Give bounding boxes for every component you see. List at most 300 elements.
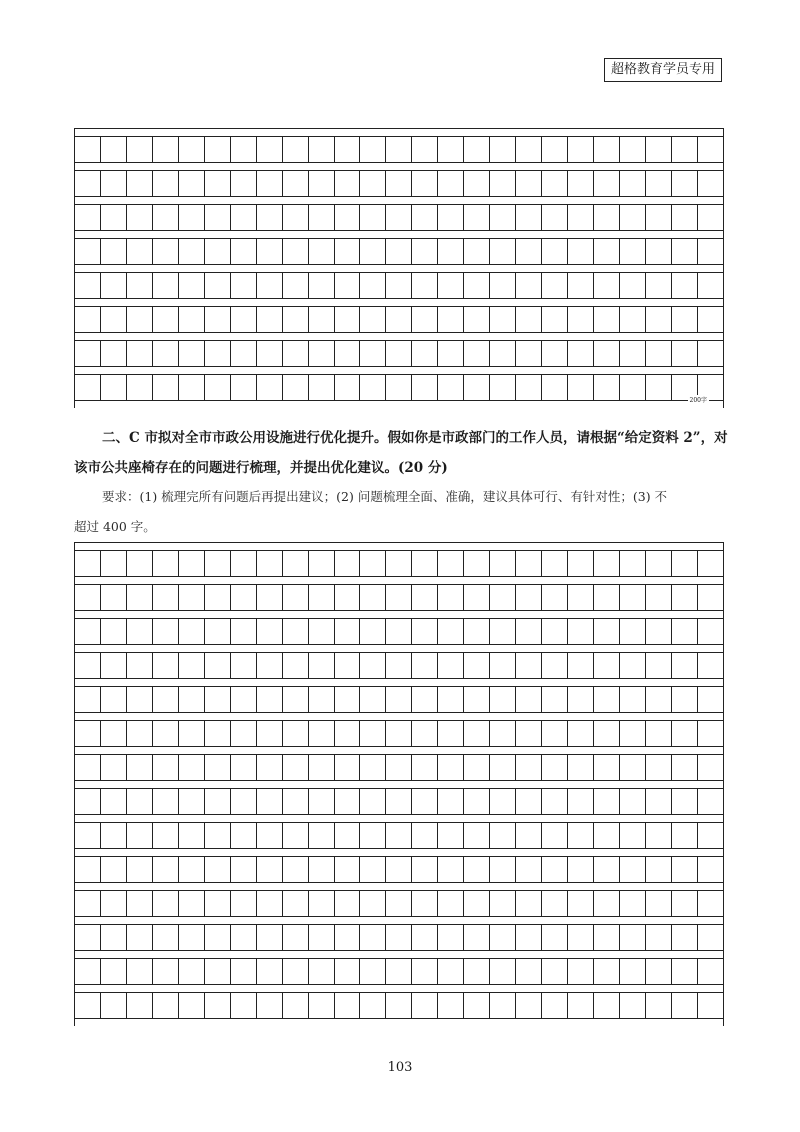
grid-cell[interactable]	[490, 585, 516, 610]
grid-cell[interactable]	[594, 375, 620, 400]
grid-cell[interactable]	[698, 273, 723, 298]
grid-cell[interactable]	[594, 823, 620, 848]
grid-cell[interactable]	[698, 307, 723, 332]
grid-cell[interactable]	[412, 857, 438, 882]
grid-cell[interactable]	[646, 585, 672, 610]
grid-cell[interactable]	[75, 721, 101, 746]
grid-cell[interactable]	[594, 307, 620, 332]
grid-cell[interactable]	[542, 857, 568, 882]
grid-cell[interactable]	[438, 857, 464, 882]
grid-cell[interactable]	[153, 375, 179, 400]
grid-cell[interactable]	[672, 993, 698, 1018]
grid-cell[interactable]	[127, 137, 153, 162]
grid-cell[interactable]	[646, 551, 672, 576]
grid-cell[interactable]	[75, 375, 101, 400]
grid-cell[interactable]	[438, 925, 464, 950]
grid-cell[interactable]	[127, 891, 153, 916]
grid-cell[interactable]	[698, 341, 723, 366]
grid-cell[interactable]	[490, 823, 516, 848]
grid-cell[interactable]	[464, 891, 490, 916]
grid-cell[interactable]	[412, 789, 438, 814]
grid-cell[interactable]	[568, 755, 594, 780]
grid-cell[interactable]	[568, 619, 594, 644]
grid-cell[interactable]	[360, 653, 386, 678]
grid-cell[interactable]	[205, 959, 231, 984]
grid-cell[interactable]	[386, 721, 412, 746]
grid-cell[interactable]	[360, 823, 386, 848]
grid-cell[interactable]	[412, 205, 438, 230]
grid-cell[interactable]	[464, 619, 490, 644]
grid-cell[interactable]	[386, 239, 412, 264]
grid-cell[interactable]	[335, 857, 361, 882]
grid-cell[interactable]	[283, 857, 309, 882]
grid-cell[interactable]	[620, 239, 646, 264]
grid-cell[interactable]	[179, 993, 205, 1018]
grid-cell[interactable]	[283, 585, 309, 610]
grid-cell[interactable]	[231, 721, 257, 746]
grid-cell[interactable]	[335, 925, 361, 950]
grid-cell[interactable]	[542, 273, 568, 298]
grid-cell[interactable]	[257, 307, 283, 332]
grid-cell[interactable]	[412, 341, 438, 366]
grid-cell[interactable]	[360, 755, 386, 780]
grid-cell[interactable]	[438, 171, 464, 196]
grid-cell[interactable]	[386, 755, 412, 780]
grid-cell[interactable]	[542, 619, 568, 644]
grid-cell[interactable]	[231, 551, 257, 576]
grid-cell[interactable]	[101, 619, 127, 644]
grid-cell[interactable]	[231, 653, 257, 678]
grid-cell[interactable]	[231, 171, 257, 196]
grid-cell[interactable]	[75, 619, 101, 644]
grid-cell[interactable]	[516, 239, 542, 264]
grid-cell[interactable]	[153, 307, 179, 332]
grid-cell[interactable]	[620, 273, 646, 298]
grid-cell[interactable]	[75, 925, 101, 950]
grid-cell[interactable]	[309, 585, 335, 610]
grid-cell[interactable]	[386, 959, 412, 984]
grid-cell[interactable]	[568, 653, 594, 678]
grid-cell[interactable]	[205, 687, 231, 712]
grid-cell[interactable]	[516, 341, 542, 366]
grid-cell[interactable]	[179, 925, 205, 950]
grid-cell[interactable]	[620, 959, 646, 984]
grid-cell[interactable]	[153, 137, 179, 162]
grid-cell[interactable]	[594, 137, 620, 162]
grid-cell[interactable]	[309, 959, 335, 984]
grid-cell[interactable]	[438, 375, 464, 400]
grid-cell[interactable]	[542, 687, 568, 712]
grid-cell[interactable]	[620, 619, 646, 644]
grid-cell[interactable]	[438, 239, 464, 264]
grid-cell[interactable]	[412, 653, 438, 678]
grid-cell[interactable]	[231, 205, 257, 230]
grid-cell[interactable]	[75, 959, 101, 984]
grid-cell[interactable]	[672, 551, 698, 576]
grid-cell[interactable]	[646, 619, 672, 644]
grid-cell[interactable]	[438, 307, 464, 332]
grid-cell[interactable]	[412, 891, 438, 916]
grid-cell[interactable]	[101, 239, 127, 264]
grid-cell[interactable]	[101, 273, 127, 298]
grid-cell[interactable]	[490, 993, 516, 1018]
grid-cell[interactable]	[490, 137, 516, 162]
grid-cell[interactable]	[153, 993, 179, 1018]
grid-cell[interactable]	[464, 823, 490, 848]
grid-cell[interactable]	[672, 721, 698, 746]
grid-cell[interactable]	[620, 341, 646, 366]
grid-cell[interactable]	[412, 137, 438, 162]
grid-cell[interactable]	[360, 959, 386, 984]
grid-cell[interactable]	[179, 789, 205, 814]
grid-cell[interactable]	[75, 171, 101, 196]
grid-cell[interactable]	[620, 925, 646, 950]
grid-cell[interactable]	[335, 993, 361, 1018]
grid-cell[interactable]	[205, 993, 231, 1018]
grid-cell[interactable]	[516, 687, 542, 712]
grid-cell[interactable]	[257, 341, 283, 366]
grid-cell[interactable]	[438, 755, 464, 780]
grid-cell[interactable]	[412, 239, 438, 264]
grid-cell[interactable]	[490, 619, 516, 644]
grid-cell[interactable]	[568, 137, 594, 162]
grid-cell[interactable]	[646, 137, 672, 162]
grid-cell[interactable]	[620, 687, 646, 712]
grid-cell[interactable]	[153, 925, 179, 950]
grid-cell[interactable]	[412, 375, 438, 400]
grid-cell[interactable]	[646, 823, 672, 848]
grid-cell[interactable]	[568, 205, 594, 230]
grid-cell[interactable]	[386, 687, 412, 712]
grid-cell[interactable]	[542, 823, 568, 848]
grid-cell[interactable]	[464, 959, 490, 984]
grid-cell[interactable]	[464, 273, 490, 298]
grid-cell[interactable]	[153, 789, 179, 814]
grid-cell[interactable]	[698, 823, 723, 848]
grid-cell[interactable]	[309, 789, 335, 814]
grid-cell[interactable]	[360, 687, 386, 712]
grid-cell[interactable]	[568, 307, 594, 332]
grid-cell[interactable]	[438, 619, 464, 644]
grid-cell[interactable]	[386, 823, 412, 848]
grid-cell[interactable]	[309, 137, 335, 162]
grid-cell[interactable]	[101, 137, 127, 162]
grid-cell[interactable]	[672, 585, 698, 610]
grid-cell[interactable]	[698, 721, 723, 746]
grid-cell[interactable]	[257, 789, 283, 814]
grid-cell[interactable]	[542, 375, 568, 400]
grid-cell[interactable]	[153, 653, 179, 678]
grid-cell[interactable]	[568, 585, 594, 610]
grid-cell[interactable]	[386, 137, 412, 162]
grid-cell[interactable]	[205, 755, 231, 780]
grid-cell[interactable]	[309, 205, 335, 230]
grid-cell[interactable]	[360, 137, 386, 162]
grid-cell[interactable]	[205, 653, 231, 678]
grid-cell[interactable]	[516, 137, 542, 162]
grid-cell[interactable]	[698, 789, 723, 814]
grid-cell[interactable]	[257, 137, 283, 162]
grid-cell[interactable]	[646, 891, 672, 916]
grid-cell[interactable]	[360, 925, 386, 950]
grid-cell[interactable]	[438, 789, 464, 814]
grid-cell[interactable]	[283, 205, 309, 230]
grid-cell[interactable]	[179, 205, 205, 230]
grid-cell[interactable]	[594, 619, 620, 644]
grid-cell[interactable]	[335, 307, 361, 332]
grid-cell[interactable]	[646, 205, 672, 230]
grid-cell[interactable]	[516, 789, 542, 814]
grid-cell[interactable]	[335, 619, 361, 644]
grid-cell[interactable]	[438, 993, 464, 1018]
grid-cell[interactable]	[594, 551, 620, 576]
grid-cell[interactable]	[283, 993, 309, 1018]
grid-cell[interactable]	[283, 171, 309, 196]
grid-cell[interactable]	[386, 273, 412, 298]
grid-cell[interactable]	[179, 687, 205, 712]
grid-cell[interactable]	[646, 653, 672, 678]
grid-cell[interactable]	[620, 585, 646, 610]
grid-cell[interactable]	[75, 891, 101, 916]
grid-cell[interactable]	[360, 857, 386, 882]
grid-cell[interactable]	[698, 551, 723, 576]
grid-cell[interactable]	[438, 551, 464, 576]
grid-cell[interactable]	[231, 789, 257, 814]
grid-cell[interactable]	[153, 171, 179, 196]
grid-cell[interactable]	[75, 137, 101, 162]
grid-cell[interactable]	[412, 755, 438, 780]
grid-cell[interactable]	[438, 653, 464, 678]
grid-cell[interactable]	[542, 789, 568, 814]
grid-cell[interactable]	[412, 823, 438, 848]
grid-cell[interactable]	[386, 375, 412, 400]
grid-cell[interactable]	[153, 239, 179, 264]
grid-cell[interactable]	[75, 789, 101, 814]
grid-cell[interactable]	[257, 551, 283, 576]
grid-cell[interactable]	[490, 653, 516, 678]
grid-cell[interactable]	[386, 993, 412, 1018]
grid-cell[interactable]	[672, 307, 698, 332]
grid-cell[interactable]	[698, 959, 723, 984]
grid-cell[interactable]	[75, 307, 101, 332]
grid-cell[interactable]	[153, 857, 179, 882]
grid-cell[interactable]	[620, 551, 646, 576]
grid-cell[interactable]	[101, 585, 127, 610]
grid-cell[interactable]	[542, 137, 568, 162]
grid-cell[interactable]	[179, 273, 205, 298]
grid-cell[interactable]	[464, 205, 490, 230]
grid-cell[interactable]	[205, 273, 231, 298]
grid-cell[interactable]	[542, 585, 568, 610]
grid-cell[interactable]	[438, 959, 464, 984]
grid-cell[interactable]	[257, 721, 283, 746]
grid-cell[interactable]	[516, 585, 542, 610]
grid-cell[interactable]	[568, 375, 594, 400]
grid-cell[interactable]	[127, 823, 153, 848]
grid-cell[interactable]	[360, 341, 386, 366]
grid-cell[interactable]	[464, 687, 490, 712]
grid-cell[interactable]	[594, 687, 620, 712]
grid-cell[interactable]	[231, 341, 257, 366]
grid-cell[interactable]	[568, 925, 594, 950]
grid-cell[interactable]	[101, 171, 127, 196]
grid-cell[interactable]	[283, 273, 309, 298]
grid-cell[interactable]	[672, 925, 698, 950]
grid-cell[interactable]	[490, 891, 516, 916]
grid-cell[interactable]	[568, 341, 594, 366]
grid-cell[interactable]	[646, 307, 672, 332]
grid-cell[interactable]	[594, 925, 620, 950]
grid-cell[interactable]	[75, 273, 101, 298]
grid-cell[interactable]	[231, 687, 257, 712]
grid-cell[interactable]	[620, 375, 646, 400]
grid-cell[interactable]	[283, 789, 309, 814]
grid-cell[interactable]	[490, 857, 516, 882]
grid-cell[interactable]	[672, 857, 698, 882]
grid-cell[interactable]	[335, 959, 361, 984]
grid-cell[interactable]	[568, 551, 594, 576]
grid-cell[interactable]	[568, 823, 594, 848]
grid-cell[interactable]	[516, 959, 542, 984]
grid-cell[interactable]	[335, 137, 361, 162]
grid-cell[interactable]	[257, 993, 283, 1018]
grid-cell[interactable]	[309, 171, 335, 196]
grid-cell[interactable]	[672, 823, 698, 848]
grid-cell[interactable]	[542, 993, 568, 1018]
grid-cell[interactable]	[646, 171, 672, 196]
grid-cell[interactable]	[386, 307, 412, 332]
grid-cell[interactable]	[335, 273, 361, 298]
grid-cell[interactable]	[568, 959, 594, 984]
grid-cell[interactable]	[360, 789, 386, 814]
grid-cell[interactable]	[309, 925, 335, 950]
grid-cell[interactable]	[438, 687, 464, 712]
grid-cell[interactable]	[698, 857, 723, 882]
grid-cell[interactable]	[516, 205, 542, 230]
grid-cell[interactable]	[179, 171, 205, 196]
grid-cell[interactable]	[646, 755, 672, 780]
grid-cell[interactable]	[283, 653, 309, 678]
grid-cell[interactable]	[516, 891, 542, 916]
grid-cell[interactable]	[360, 205, 386, 230]
grid-cell[interactable]	[257, 925, 283, 950]
grid-cell[interactable]	[464, 925, 490, 950]
grid-cell[interactable]	[205, 721, 231, 746]
grid-cell[interactable]	[283, 687, 309, 712]
grid-cell[interactable]	[205, 239, 231, 264]
grid-cell[interactable]	[490, 959, 516, 984]
grid-cell[interactable]	[231, 239, 257, 264]
grid-cell[interactable]	[127, 585, 153, 610]
grid-cell[interactable]	[672, 205, 698, 230]
grid-cell[interactable]	[179, 653, 205, 678]
grid-cell[interactable]	[516, 993, 542, 1018]
grid-cell[interactable]	[438, 137, 464, 162]
grid-cell[interactable]	[179, 137, 205, 162]
grid-cell[interactable]	[153, 755, 179, 780]
grid-cell[interactable]	[335, 755, 361, 780]
grid-cell[interactable]	[75, 341, 101, 366]
grid-cell[interactable]	[179, 239, 205, 264]
grid-cell[interactable]	[568, 857, 594, 882]
grid-cell[interactable]	[309, 891, 335, 916]
grid-cell[interactable]	[127, 205, 153, 230]
grid-cell[interactable]	[516, 823, 542, 848]
grid-cell[interactable]	[412, 273, 438, 298]
grid-cell[interactable]	[386, 891, 412, 916]
grid-cell[interactable]	[153, 273, 179, 298]
grid-cell[interactable]	[75, 687, 101, 712]
grid-cell[interactable]	[179, 585, 205, 610]
grid-cell[interactable]	[542, 891, 568, 916]
grid-cell[interactable]	[386, 653, 412, 678]
grid-cell[interactable]	[620, 993, 646, 1018]
grid-cell[interactable]	[516, 551, 542, 576]
grid-cell[interactable]	[231, 137, 257, 162]
grid-cell[interactable]	[101, 687, 127, 712]
grid-cell[interactable]	[231, 273, 257, 298]
grid-cell[interactable]	[283, 891, 309, 916]
grid-cell[interactable]	[438, 721, 464, 746]
grid-cell[interactable]	[672, 137, 698, 162]
grid-cell[interactable]	[205, 619, 231, 644]
grid-cell[interactable]	[309, 721, 335, 746]
grid-cell[interactable]	[231, 585, 257, 610]
answer-grid-200[interactable]	[74, 128, 724, 408]
grid-cell[interactable]	[75, 755, 101, 780]
grid-cell[interactable]	[672, 239, 698, 264]
grid-cell[interactable]	[516, 273, 542, 298]
grid-cell[interactable]	[438, 273, 464, 298]
grid-cell[interactable]	[594, 891, 620, 916]
grid-cell[interactable]	[231, 891, 257, 916]
grid-cell[interactable]	[153, 721, 179, 746]
grid-cell[interactable]	[464, 375, 490, 400]
grid-cell[interactable]	[620, 857, 646, 882]
grid-cell[interactable]	[542, 721, 568, 746]
grid-cell[interactable]	[672, 619, 698, 644]
grid-cell[interactable]	[698, 925, 723, 950]
grid-cell[interactable]	[127, 307, 153, 332]
grid-cell[interactable]	[205, 375, 231, 400]
grid-cell[interactable]	[542, 341, 568, 366]
grid-cell[interactable]	[257, 891, 283, 916]
grid-cell[interactable]	[309, 687, 335, 712]
grid-cell[interactable]	[490, 755, 516, 780]
grid-cell[interactable]	[309, 375, 335, 400]
grid-cell[interactable]	[620, 653, 646, 678]
grid-cell[interactable]	[542, 959, 568, 984]
grid-cell[interactable]	[127, 375, 153, 400]
grid-cell[interactable]	[205, 137, 231, 162]
grid-cell[interactable]	[568, 171, 594, 196]
grid-cell[interactable]	[179, 619, 205, 644]
grid-cell[interactable]	[309, 823, 335, 848]
grid-cell[interactable]	[412, 721, 438, 746]
grid-cell[interactable]	[386, 619, 412, 644]
grid-cell[interactable]	[620, 721, 646, 746]
grid-cell[interactable]	[646, 239, 672, 264]
grid-cell[interactable]	[179, 823, 205, 848]
grid-cell[interactable]	[568, 273, 594, 298]
grid-cell[interactable]	[101, 551, 127, 576]
grid-cell[interactable]	[438, 341, 464, 366]
grid-cell[interactable]	[101, 375, 127, 400]
grid-cell[interactable]	[309, 273, 335, 298]
grid-cell[interactable]	[231, 307, 257, 332]
grid-cell[interactable]	[568, 687, 594, 712]
grid-cell[interactable]	[672, 171, 698, 196]
